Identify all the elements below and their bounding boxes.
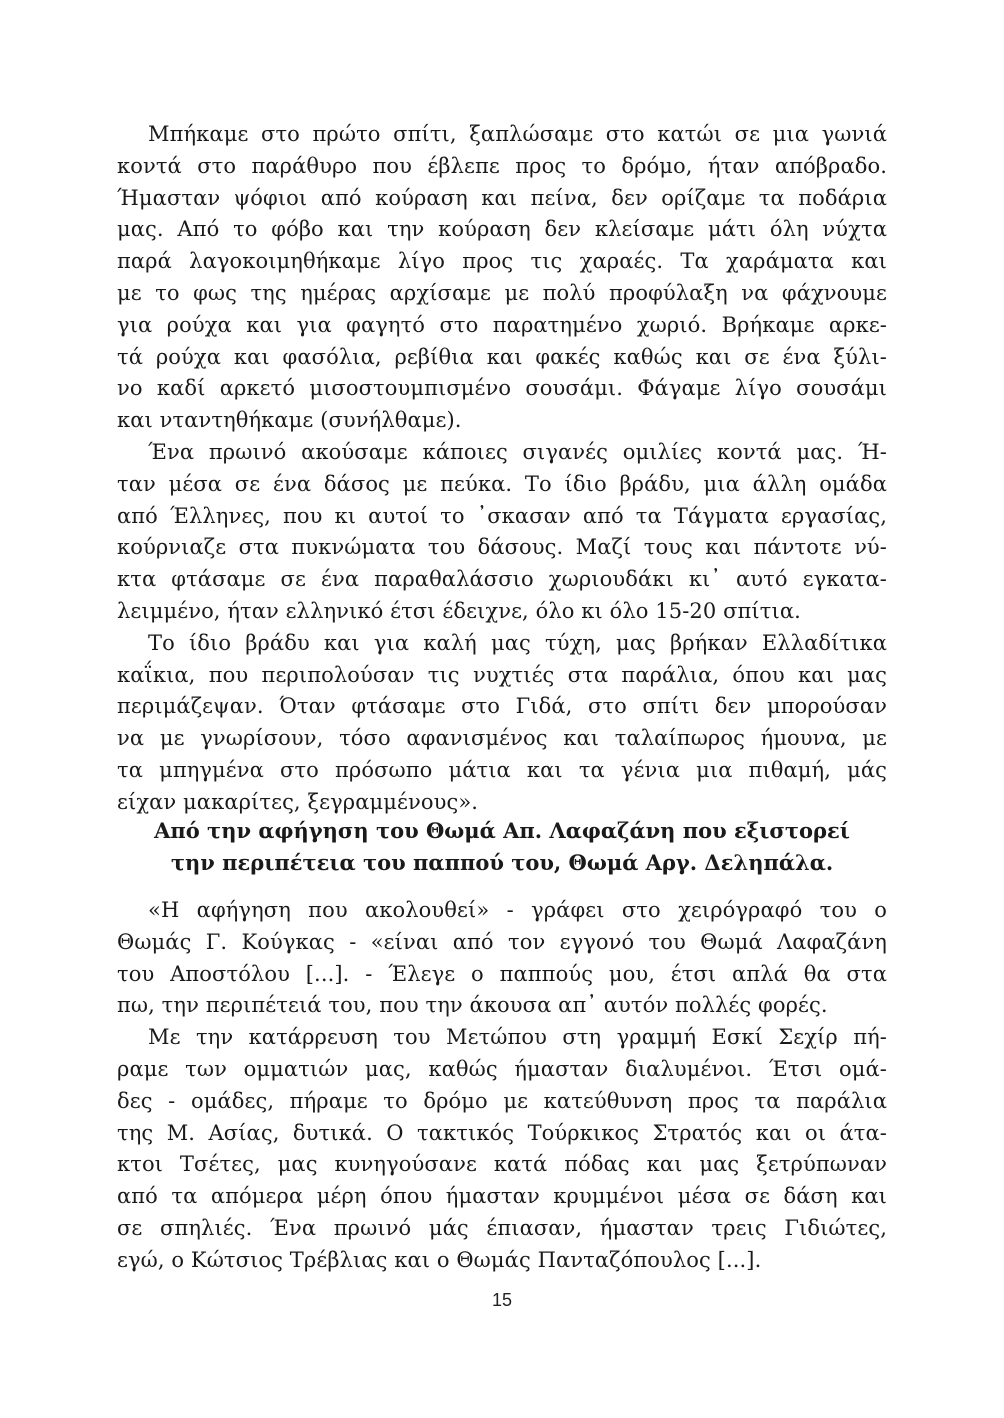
text-line: και νταντηθήκαμε (συνήλθαμε). xyxy=(117,408,462,433)
text-line: κτα φτάσαμε σε ένα παραθαλάσσιο χωριουδάκι κι᾽ αυτό εγκατα- xyxy=(117,567,887,592)
text-line: περιμάζεψαν. Όταν φτάσαμε στο Γιδά, στο σπίτι δεν μπορούσαν xyxy=(117,694,887,719)
text-line: νο καδί αρκετό μισοστουμπισμένο σουσάμι. Φάγαμε λίγο σουσάμι xyxy=(117,376,887,401)
text-line: ραμε των ομματιών μας, καθώς ήμασταν διαλυμένοι. Έτσι ομά- xyxy=(117,1056,887,1081)
text-line: πω, την περιπέτειά του, που την άκουσα απ᾽ αυτόν πολλές φορές. xyxy=(117,993,828,1018)
text-line: Θωμάς Γ. Κούγκας - «είναι από τον εγγονό του Θωμά Λαφαζάνη xyxy=(117,929,887,954)
text-line: τά ρούχα και φασόλια, ρεβίθια και φακές καθώς και σε ένα ξύλι- xyxy=(117,344,887,369)
text-line: τα μπηγμένα στο πρόσωπο μάτια και τα γένια μια πιθαμή, μάς xyxy=(117,757,887,782)
text-line: με το φως της ημέρας αρχίσαμε με πολύ προφύλαξη να φάχνουμε xyxy=(117,280,887,305)
text-line: ταν μέσα σε ένα δάσος με πεύκα. Το ίδιο βράδυ, μια άλλη ομάδα xyxy=(117,471,887,496)
text-line: κούρνιαζε στα πυκνώματα του δάσους. Μαζί τους και πάντοτε νύ- xyxy=(117,535,887,560)
page-number: 15 xyxy=(491,1290,513,1310)
text-line: κοντά στο παράθυρο που έβλεπε προς το δρόμο, ήταν απόβραδο. xyxy=(117,153,887,178)
body-text-section-1 xyxy=(117,119,887,819)
text-line: σε σπηλιές. Ένα πρωινό μάς έπιασαν, ήμασταν τρεις Γιδιώτες, xyxy=(117,1215,887,1240)
body-text-section-2 xyxy=(117,895,887,1277)
section-heading xyxy=(117,815,887,879)
text-line: Με την κατάρρευση του Μετώπου στη γραμμή Εσκί Σεχίρ πή- xyxy=(148,1025,887,1050)
text-line: για ρούχα και για φαγητό στο παρατημένο χωριό. Βρήκαμε αρκε- xyxy=(117,312,887,337)
text-line: μας. Από το φόβο και την κούραση δεν κλείσαμε μάτι όλη νύχτα xyxy=(117,217,887,242)
heading-line-1: Από την αφήγηση του Θωμά Απ. Λαφαζάνη που εξιστορεί xyxy=(154,818,850,843)
heading-line-2: την περιπέτεια του παππού του, Θωμά Αργ. Δεληπάλα. xyxy=(170,850,834,875)
text-line: από τα απόμερα μέρη όπου ήμασταν κρυμμένοι μέσα σε δάση και xyxy=(117,1184,887,1209)
text-line: να με γνωρίσουν, τόσο αφανισμένος και ταλαίπωρος ήμουνα, με xyxy=(117,726,887,751)
text-line: δες - ομάδες, πήραμε το δρόμο με κατεύθυνση προς τα παράλια xyxy=(117,1088,887,1113)
text-line: λειμμένο, ήταν ελληνικό έτσι έδειχνε, όλο κι όλο 15-20 σπίτια. xyxy=(117,598,801,623)
text-line: καΐκια, που περιπολούσαν τις νυχτιές στα παράλια, όπου και μας xyxy=(117,662,887,687)
text-line: κτοι Τσέτες, μας κυνηγούσανε κατά πόδας και μας ξετρύπωναν xyxy=(117,1152,887,1177)
text-line: Το ίδιο βράδυ και για καλή μας τύχη, μας βρήκαν Ελλαδίτικα xyxy=(148,630,887,655)
text-line: παρά λαγοκοιμηθήκαμε λίγο προς τις χαραές. Τα χαράματα και xyxy=(117,249,887,274)
text-line: Μπήκαμε στο πρώτο σπίτι, ξαπλώσαμε στο κατώι σε μια γωνιά xyxy=(148,122,887,146)
text-line: της Μ. Ασίας, δυτικά. Ο τακτικός Τούρκικος Στρατός και οι άτα- xyxy=(117,1120,887,1145)
text-line: εγώ, ο Κώτσιος Τρέβλιας και ο Θωμάς Πανταζόπουλος [...]. xyxy=(117,1247,762,1272)
text-line: Ένα πρωινό ακούσαμε κάποιες σιγανές ομιλίες κοντά μας. Ή- xyxy=(148,439,887,464)
text-line: Ήμασταν ψόφιοι από κούραση και πείνα, δεν ορίζαμε τα ποδάρια xyxy=(117,185,887,210)
text-line: είχαν μακαρίτες, ξεγραμμένους». xyxy=(117,789,479,814)
text-line: από Έλληνες, που κι αυτοί το ᾽σκασαν από τα Τάγματα εργασίας, xyxy=(117,503,887,528)
text-line: «Η αφήγηση που ακολουθεί» - γράφει στο χειρόγραφό του ο xyxy=(148,898,887,922)
text-line: του Αποστόλου [...]. - Έλεγε ο παππούς μου, έτσι απλά θα στα xyxy=(117,961,887,986)
